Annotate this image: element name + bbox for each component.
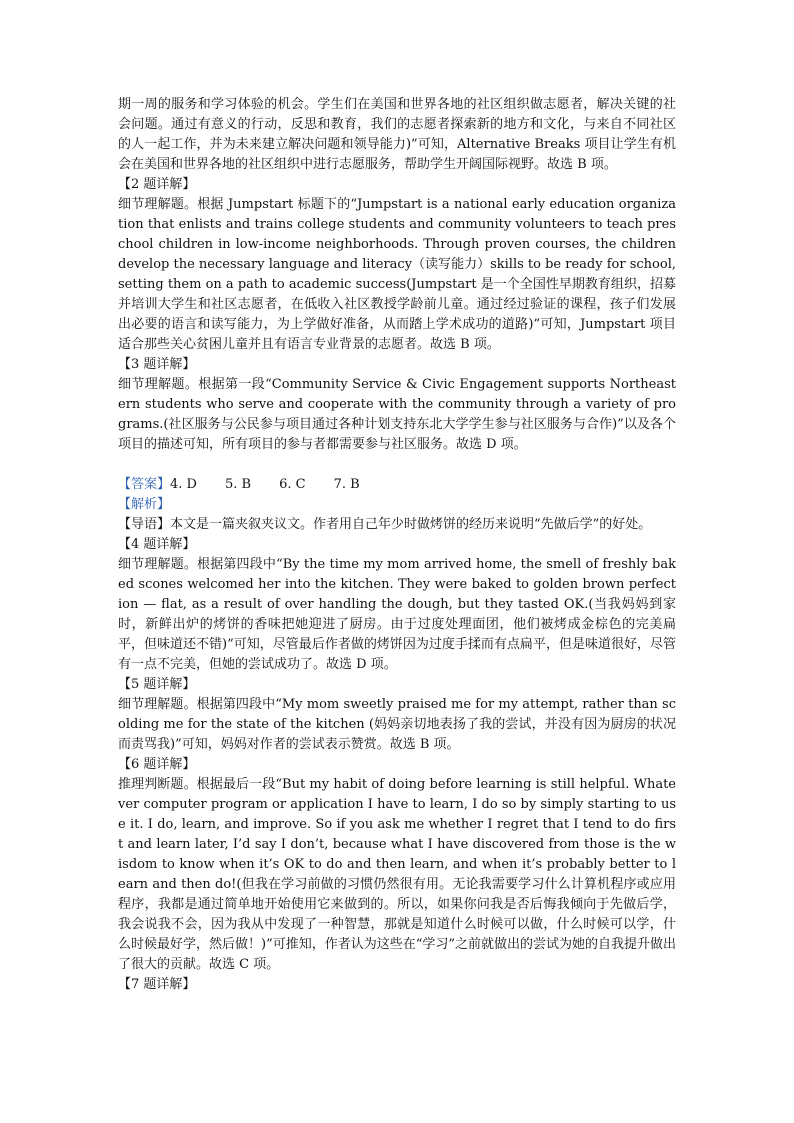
q5-heading: 【5 题详解】 [118, 677, 196, 692]
q6-explanation: 推理判断题。根据最后一段“But my habit of doing before learning is still helpful. Whatever computer program or application I have to learn, I do so by simply starting to use it. I do, learn, and improve. So if you ask me whether I regret that I tend to do first and learn later, I’d say I don’t, because what I have discovered from those is the wisdom to know when it’s OK to do and then learn, and when it’s probably better to learn and then do!(但我在学习前做的习惯仍然很有用。无论我需要学习什么计算机程序或应用程序，我都是通过简单地开始使用它来做到的。所以，如果你问我是否后悔我倾向于先做后学，我会说我不会，因为我从中发现了一种智慧，那就是知道什么时候可以做，什么时候可以学，什么时候最好学，然后做！)”可推知，作者认为这些在“学习”之前就做出的尝试为她的自我提升做出了很大的贡献。故选 C 项。 [118, 777, 677, 972]
answer-label: 【答案】 [118, 477, 171, 492]
guide-text: 【导语】本文是一篇夹叙夹议文。作者用自己年少时做烤饼的经历来说明“先做后学”的好处。 [118, 517, 652, 532]
q2-explanation: 细节理解题。根据 Jumpstart 标题下的“Jumpstart is a national early education organization that enlists and trains college students and community volunteers to teach preschool children in low-income neighborhoods. Through proven courses, the children develop the necessary language and literacy（读写能力）skills to be ready for school, setting them on a path to academic success(Jumpstart 是一个全国性早期教育组织，招募并培训大学生和社区志愿者，在低收入社区教授学龄前儿童。通过经过验证的课程，孩子们发展出必要的语言和读写能力，为上学做好准备，从而踏上学术成功的道路)”可知，Jumpstart 项目适合那些关心贫困儿童并且有语言专业背景的志愿者。故选 B 项。 [118, 197, 676, 352]
answer-item: 4. D [170, 477, 197, 492]
answer-item: 7. B [333, 477, 360, 492]
q5-explanation: 细节理解题。根据第四段中“My mom sweetly praised me for my attempt, rather than scolding me for the state of the kitchen (妈妈亲切地表扬了我的尝试，并没有因为厨房的状况而责骂我)”可知，妈妈对作者的尝试表示赞赏。故选 B 项。 [118, 697, 676, 752]
q7-heading: 【7 题详解】 [118, 977, 196, 992]
answer-item: 6. C [279, 477, 306, 492]
document-page [118, 95, 676, 995]
q4-explanation: 细节理解题。根据第四段中“By the time my mom arrived home, the smell of freshly baked scones welcomed her into the kitchen. They were baked to golden brown perfection — flat, as a result of over handling the dough, but they tasted OK.(当我妈妈到家时，新鲜出炉的烤饼的香味把她迎进了厨房。由于过度处理面团，他们被烤成金棕色的完美扁平，但味道还不错)”可知，尽管最后作者做的烤饼因为过度手揉而有点扁平，但是味道很好，尽管有一点不完美，但她的尝试成功了。故选 D 项。 [118, 557, 676, 672]
answer-line [118, 475, 676, 495]
q3-heading: 【3 题详解】 [118, 357, 196, 372]
q2-heading: 【2 题详解】 [118, 177, 196, 192]
section-gap [118, 455, 676, 475]
q3-explanation: 细节理解题。根据第一段“Community Service & Civic Engagement supports Northeastern students who serve and cooperate with the community through a variety of programs.(社区服务与公民参与项目通过各种计划支持东北大学学生参与社区服务与合作)”以及各个项目的描述可知，所有项目的参与者都需要参与社区服务。故选 D 项。 [118, 377, 676, 452]
q6-heading: 【6 题详解】 [118, 757, 196, 772]
q4-heading: 【4 题详解】 [118, 537, 196, 552]
answer-item: 5. B [224, 477, 252, 492]
q1-explanation-tail: 期一周的服务和学习体验的机会。学生们在美国和世界各地的社区组织做志愿者，解决关键的社会问题。通过有意义的行动，反思和教育，我们的志愿者探索新的地方和文化，与来自不同社区的人一起工作，并为未来建立解决问题和领导能力)”可知，Alternative Breaks 项目让学生有机会在美国和世界各地的社区组织中进行志愿服务，帮助学生开阔国际视野。故选 B 项。 [118, 97, 676, 172]
analysis-label: 【解析】 [118, 497, 171, 512]
